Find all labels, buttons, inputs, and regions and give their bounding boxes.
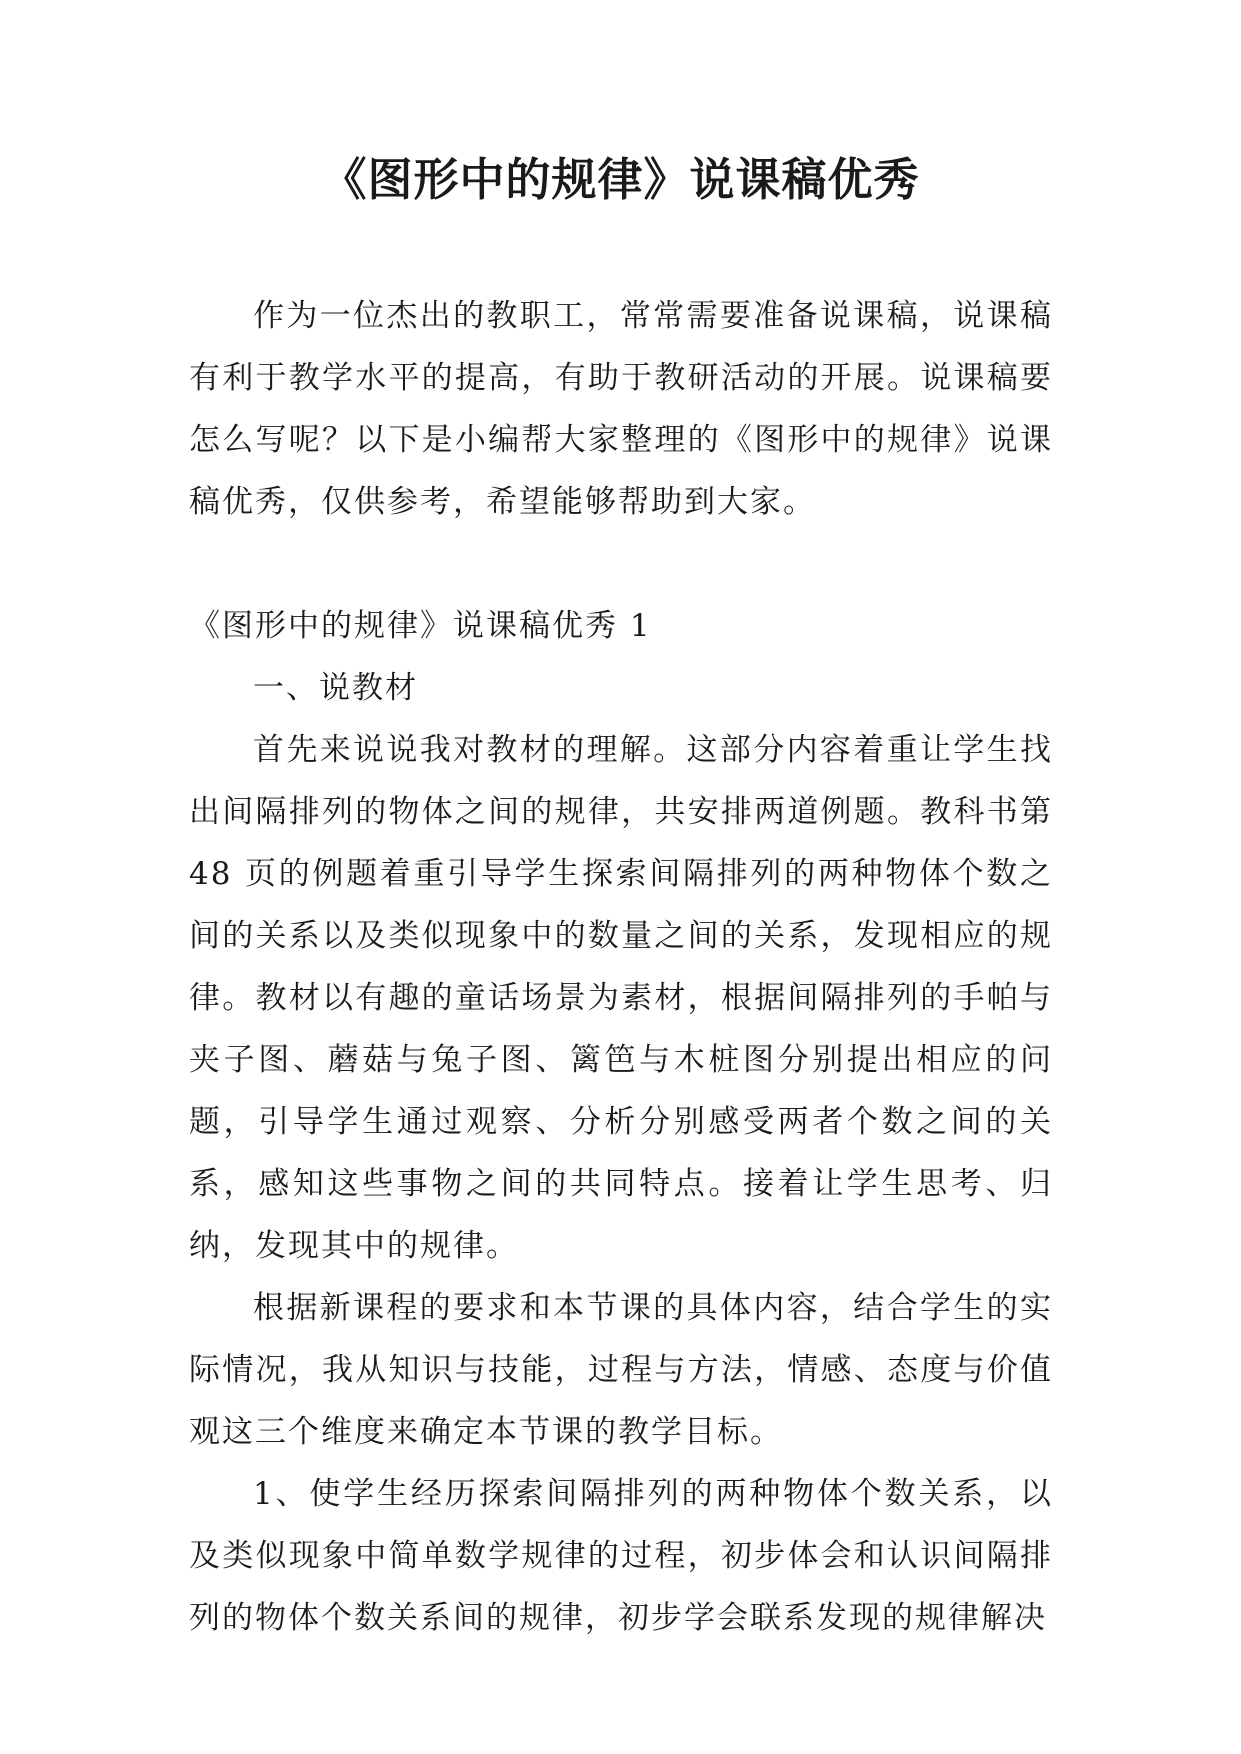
heading-teaching-material: 一、说教材 [253, 670, 418, 706]
body-paragraph-2: 根据新课程的要求和本节课的具体内容，结合学生的实际情况，我从知识与技能，过程与方法，情感、态度与价值观这三个维度来确定本节课的教学目标。 [189, 1290, 1053, 1450]
paragraph-gap [189, 533, 1053, 595]
intro-paragraph: 作为一位杰出的教职工，常常需要准备说课稿，说课稿有利于教学水平的提高，有助于教研活动的开展。说课稿要怎么写呢？以下是小编帮大家整理的《图形中的规律》说课稿优秀，仅供参考，希望能够帮助到大家。 [189, 298, 1053, 520]
body-paragraph-3: 1、使学生经历探索间隔排列的两种物体个数关系，以及类似现象中简单数学规律的过程，初步体会和认识间隔排列的物体个数关系间的规律，初步学会联系发现的规律解决 [189, 1476, 1053, 1636]
document-body [189, 285, 1053, 1649]
document-title: 《图形中的规律》说课稿优秀 [321, 153, 920, 206]
body-paragraph-1: 首先来说说我对教材的理解。这部分内容着重让学生找出间隔排列的物体之间的规律，共安排两道例题。教科书第 48 页的例题着重引导学生探索间隔排列的两种物体个数之间的关系以及类似现象中的数量之间的关系，发现相应的规律。教材以有趣的童话场景为素材，根据间隔排列的手帕与夹子图、蘑菇与兔子图、篱笆与木桩图分别提出相应的问题，引导学生通过观察、分析分别感受两者个数之间的关系，感知这些事物之间的共同特点。接着让学生思考、归纳，发现其中的规律。 [189, 732, 1053, 1264]
section-title: 《图形中的规律》说课稿优秀 1 [189, 608, 652, 644]
